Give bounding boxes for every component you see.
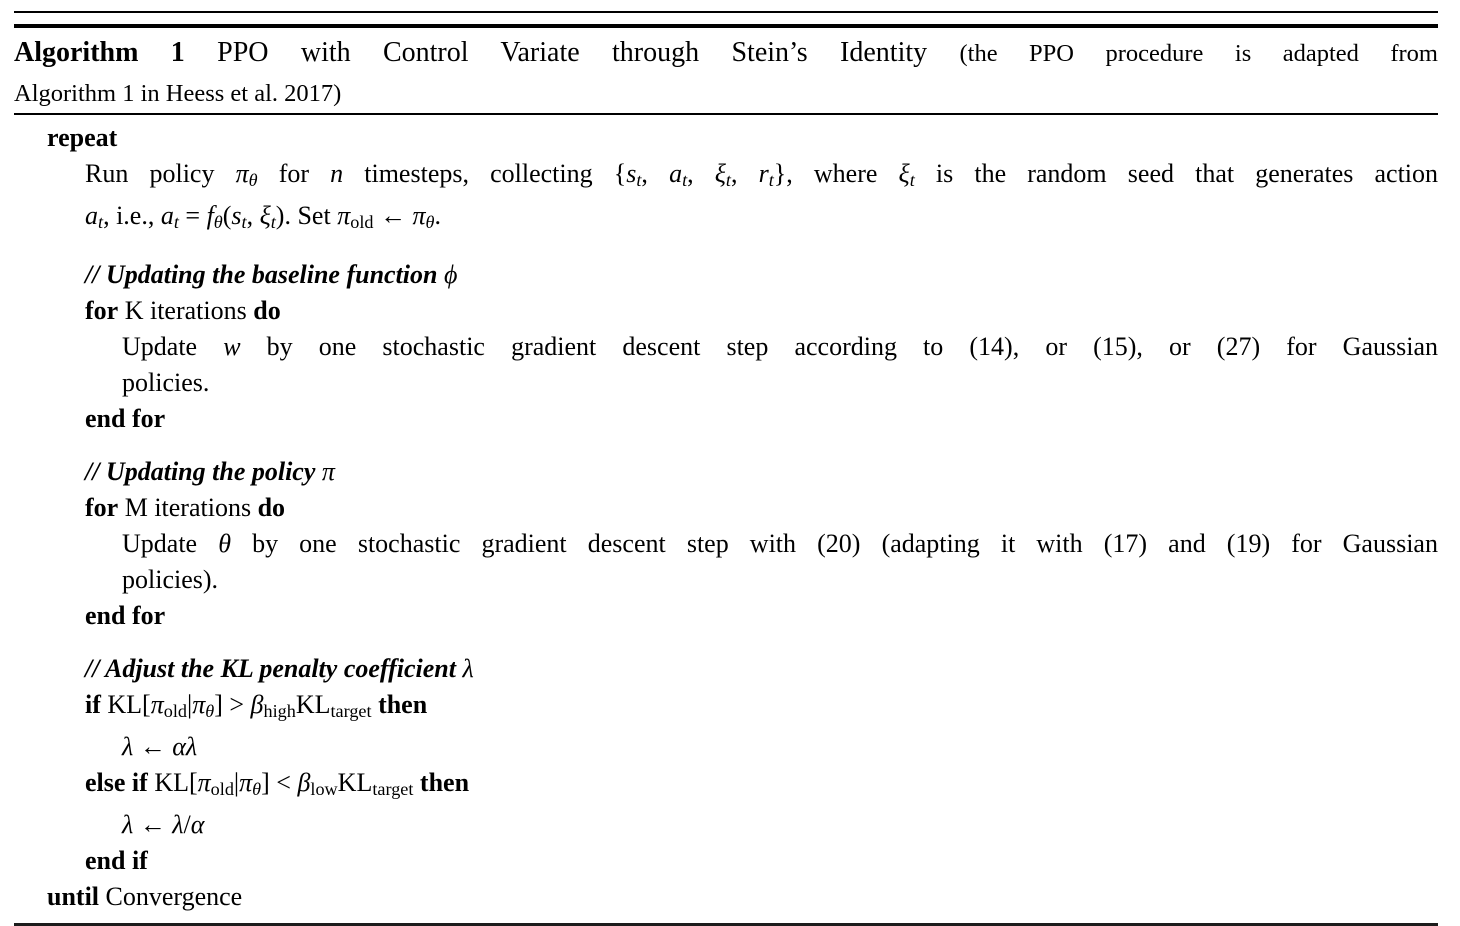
text-segment: // Updating the policy xyxy=(85,457,322,486)
text-segment: until xyxy=(47,882,100,911)
algorithm-line-13 xyxy=(85,598,1438,634)
text-segment: Run policy xyxy=(85,159,236,188)
algorithm-line-16 xyxy=(122,729,1438,765)
text-segment: then xyxy=(419,768,470,797)
text-segment: for xyxy=(85,296,119,325)
caption-separator-rule xyxy=(14,113,1438,115)
algorithm-line-19 xyxy=(85,843,1438,879)
text-segment: then xyxy=(378,690,428,719)
text-segment: π xyxy=(321,457,335,486)
text-segment: is the random seed that generates action xyxy=(914,159,1439,188)
algorithm-line-4 xyxy=(85,257,1438,293)
text-segment: PPO with Control Variate through Stein’s Identity xyxy=(184,37,960,68)
algorithm-line-8 xyxy=(85,401,1438,437)
algorithm-line-9 xyxy=(85,454,1438,490)
text-segment: n xyxy=(330,159,344,188)
text-segment: t xyxy=(173,212,179,232)
algorithm-line-20 xyxy=(47,879,1438,915)
text-segment: t xyxy=(98,212,104,232)
text-segment: target xyxy=(372,779,414,799)
text-segment: ( xyxy=(222,201,232,230)
text-segment: ξ xyxy=(898,159,910,188)
text-segment: a xyxy=(160,201,174,230)
text-segment: s xyxy=(626,159,637,188)
algorithm-line-6 xyxy=(122,329,1438,365)
algorithm-line-1 xyxy=(47,120,1438,156)
text-segment: λ xyxy=(122,810,134,839)
text-segment: ← xyxy=(133,810,173,839)
algorithm-line-17 xyxy=(85,765,1438,807)
algorithm-body xyxy=(14,120,1438,915)
text-segment: end for xyxy=(85,601,166,630)
text-segment: ] < xyxy=(261,768,298,797)
text-segment: for xyxy=(257,159,331,188)
text-segment: ). Set xyxy=(275,201,338,230)
text-segment: }, where xyxy=(773,159,899,188)
text-segment: αλ xyxy=(172,732,198,761)
caption-line-1 xyxy=(14,33,1438,74)
text-segment: timesteps, collecting { xyxy=(343,159,627,188)
text-segment: ← xyxy=(133,732,173,761)
text-segment: t xyxy=(725,170,731,190)
text-segment: KL[ xyxy=(147,768,198,797)
text-segment: ← xyxy=(373,201,413,230)
text-segment: for xyxy=(85,493,119,522)
text-segment: old xyxy=(350,212,374,232)
text-segment: Algorithm 1 in Heess et al. 2017) xyxy=(14,80,342,107)
text-segment: else if xyxy=(85,768,148,797)
text-segment: α xyxy=(190,810,205,839)
text-segment: , xyxy=(641,159,670,188)
text-segment: / xyxy=(183,810,191,839)
text-segment: θ xyxy=(425,212,435,232)
text-segment: Convergence xyxy=(99,882,243,911)
text-segment: ξ xyxy=(714,159,726,188)
algorithm-line-18 xyxy=(122,807,1438,843)
text-segment: t xyxy=(636,170,642,190)
text-segment: high xyxy=(263,701,296,721)
text-segment: θ xyxy=(218,529,231,558)
text-segment: π xyxy=(235,159,249,188)
text-segment: | xyxy=(233,768,240,797)
text-segment: λ xyxy=(462,654,474,683)
algorithm-line-5 xyxy=(85,293,1438,329)
text-segment: | xyxy=(187,690,193,719)
text-segment: repeat xyxy=(47,123,118,152)
algorithm-line-2 xyxy=(85,156,1438,198)
algorithm-caption xyxy=(14,33,1438,113)
text-segment: KL xyxy=(295,690,331,719)
text-segment: do xyxy=(257,493,286,522)
text-segment: old xyxy=(210,779,234,799)
text-segment: w xyxy=(223,332,241,361)
text-segment: π xyxy=(239,768,253,797)
text-segment: ] > xyxy=(214,690,251,719)
text-segment: a xyxy=(669,159,683,188)
text-segment: . xyxy=(434,201,441,230)
text-segment: r xyxy=(758,159,769,188)
text-segment: t xyxy=(682,170,688,190)
text-segment: t xyxy=(241,212,247,232)
text-segment: , xyxy=(246,201,260,230)
top-thick-rule xyxy=(14,24,1438,28)
algorithm-line-14 xyxy=(85,651,1438,687)
text-segment: by one stochastic gradient descent step according to (14), or (15), or (27) for Gaussian xyxy=(240,332,1438,361)
algorithm-line-15 xyxy=(85,687,1438,729)
text-segment: , i.e., xyxy=(103,201,161,230)
text-segment: f xyxy=(206,201,214,230)
text-segment: π xyxy=(197,768,211,797)
text-segment: low xyxy=(310,779,338,799)
text-segment: end if xyxy=(85,846,148,875)
algorithm-line-11 xyxy=(122,526,1438,562)
text-segment: π xyxy=(192,690,206,719)
text-segment: t xyxy=(768,170,774,190)
text-segment: a xyxy=(85,201,98,230)
text-segment: Update xyxy=(122,332,224,361)
text-segment: KL[ xyxy=(100,690,151,719)
text-segment: end for xyxy=(85,404,166,433)
text-segment: π xyxy=(337,201,351,230)
text-segment: Update xyxy=(122,529,219,558)
text-segment: KL xyxy=(337,768,373,797)
algorithm-line-7 xyxy=(122,365,1438,401)
text-segment: θ xyxy=(213,212,223,232)
text-segment: // Adjust the KL penalty coefficient xyxy=(85,654,463,683)
text-segment: (the PPO procedure is adapted from xyxy=(959,40,1438,67)
caption-line-2 xyxy=(14,74,1438,113)
text-segment: λ xyxy=(122,732,134,761)
text-segment: do xyxy=(253,296,281,325)
top-thin-rule xyxy=(14,11,1438,13)
text-segment: policies). xyxy=(122,565,219,594)
text-segment: = xyxy=(178,201,207,230)
text-segment: π xyxy=(412,201,426,230)
text-segment: β xyxy=(250,690,264,719)
text-segment: target xyxy=(330,701,372,721)
text-segment: t xyxy=(270,212,276,232)
text-segment: K iterations xyxy=(118,296,254,325)
text-segment: if xyxy=(85,690,101,719)
text-segment: ξ xyxy=(259,201,271,230)
algorithm-line-10 xyxy=(85,490,1438,526)
algorithm-line-12 xyxy=(122,562,1438,598)
text-segment: β xyxy=(297,768,311,797)
text-segment: policies. xyxy=(122,368,210,397)
text-segment: , xyxy=(730,159,759,188)
text-segment: by one stochastic gradient descent step with (20) (adapting it with (17) and (19) for Gaussian xyxy=(230,529,1438,558)
algorithm-line-3 xyxy=(85,198,1438,240)
text-segment: ϕ xyxy=(444,260,458,289)
text-segment: old xyxy=(163,701,187,721)
text-segment: θ xyxy=(205,701,215,721)
text-segment: , xyxy=(687,159,715,188)
text-segment: π xyxy=(150,690,164,719)
text-segment: Algorithm 1 xyxy=(14,37,185,68)
text-segment: θ xyxy=(248,170,258,190)
text-segment: s xyxy=(231,201,242,230)
text-segment: // Updating the baseline function xyxy=(85,260,444,289)
text-segment: θ xyxy=(252,779,262,799)
text-segment: λ xyxy=(172,810,184,839)
text-segment: M iterations xyxy=(118,493,258,522)
text-segment: t xyxy=(909,170,915,190)
